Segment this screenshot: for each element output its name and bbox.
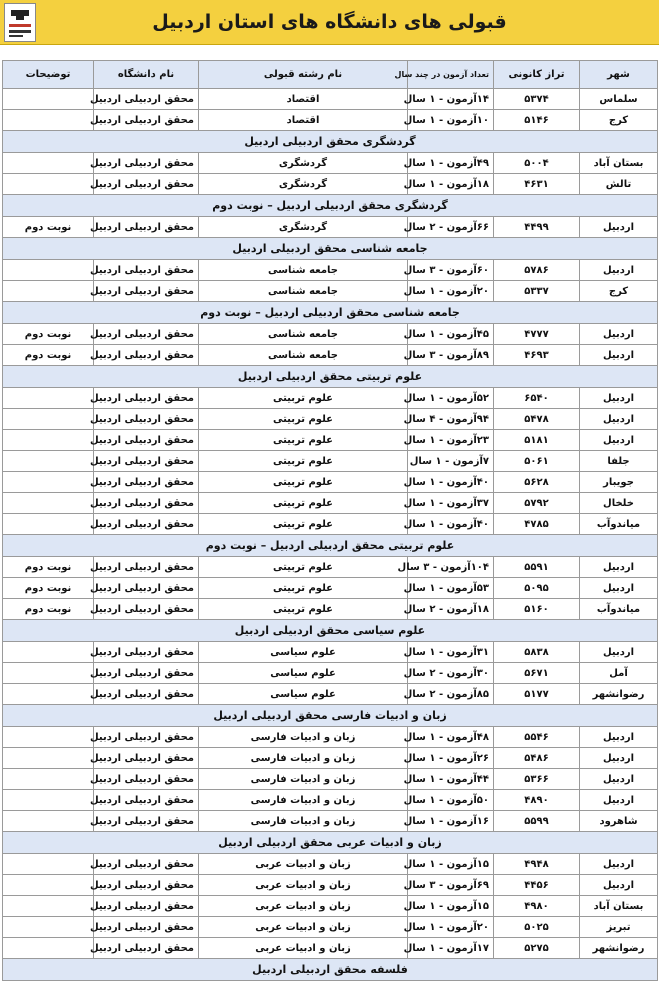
section-title: فلسفه محقق اردبیلی اردبیل [3, 959, 658, 981]
table-row [3, 896, 658, 917]
table-row [3, 684, 658, 705]
table-row [3, 281, 658, 302]
section-header-row [3, 535, 658, 557]
table-row [3, 324, 658, 345]
table-cell-count: ۸۵آزمون - ۲ سال [408, 684, 494, 705]
table-cell-notes [3, 663, 94, 684]
table-cell-city: اردبیل [580, 388, 658, 409]
table-cell-university: محقق اردبیلی اردبیل [94, 854, 199, 875]
table-cell-count: ۳۱آزمون - ۱ سال [408, 642, 494, 663]
table-cell-major: علوم تربیتی [199, 472, 408, 493]
table-cell-score: ۵۱۷۷ [494, 684, 580, 705]
table-cell-city: اردبیل [580, 217, 658, 238]
table-cell-city: اردبیل [580, 769, 658, 790]
table-cell-city: اردبیل [580, 790, 658, 811]
table-cell-score: ۴۹۸۰ [494, 896, 580, 917]
table-cell-major: زبان و ادبیات عربی [199, 938, 408, 959]
table-cell-major: علوم سیاسی [199, 663, 408, 684]
table-cell-city: آمل [580, 663, 658, 684]
table-cell-major: علوم تربیتی [199, 409, 408, 430]
table-cell-score: ۵۰۹۵ [494, 578, 580, 599]
table-cell-score: ۵۷۸۶ [494, 260, 580, 281]
table-cell-notes: نوبت دوم [3, 578, 94, 599]
table-cell-notes [3, 642, 94, 663]
table-cell-major: گردشگری [199, 174, 408, 195]
table-cell-city: اردبیل [580, 727, 658, 748]
table-cell-count: ۱۰۴آزمون - ۳ سال [408, 557, 494, 578]
table-cell-count: ۱۰آزمون - ۱ سال [408, 110, 494, 131]
table-cell-score: ۴۸۹۰ [494, 790, 580, 811]
table-cell-major: علوم تربیتی [199, 578, 408, 599]
header-major: نام رشته قبولی [199, 61, 408, 89]
table-cell-notes [3, 451, 94, 472]
table-cell-university: محقق اردبیلی اردبیل [94, 938, 199, 959]
table-cell-city: جلفا [580, 451, 658, 472]
section-header-row [3, 620, 658, 642]
table-cell-city: سلماس [580, 89, 658, 110]
table-cell-major: جامعه شناسی [199, 324, 408, 345]
section-header-row [3, 238, 658, 260]
table-cell-city: اردبیل [580, 260, 658, 281]
table-cell-count: ۶۹آزمون - ۳ سال [408, 875, 494, 896]
admissions-table [2, 60, 658, 981]
table-cell-major: زبان و ادبیات فارسی [199, 790, 408, 811]
table-row [3, 557, 658, 578]
table-cell-university: محقق اردبیلی اردبیل [94, 324, 199, 345]
table-cell-score: ۶۵۴۰ [494, 388, 580, 409]
table-row [3, 388, 658, 409]
table-row [3, 938, 658, 959]
table-cell-score: ۴۹۴۸ [494, 854, 580, 875]
table-row [3, 451, 658, 472]
section-header-row [3, 302, 658, 324]
table-cell-score: ۴۷۸۵ [494, 514, 580, 535]
table-cell-city: اردبیل [580, 430, 658, 451]
table-cell-university: محقق اردبیلی اردبیل [94, 153, 199, 174]
table-row [3, 790, 658, 811]
table-cell-count: ۴۵آزمون - ۱ سال [408, 324, 494, 345]
page-title: قبولی های دانشگاه های استان اردبیل [152, 11, 507, 33]
table-cell-notes: نوبت دوم [3, 599, 94, 620]
table-cell-major: علوم تربیتی [199, 514, 408, 535]
section-header-row [3, 705, 658, 727]
table-cell-notes: نوبت دوم [3, 557, 94, 578]
table-row [3, 260, 658, 281]
section-header-row [3, 366, 658, 388]
table-cell-university: محقق اردبیلی اردبیل [94, 684, 199, 705]
table-cell-university: محقق اردبیلی اردبیل [94, 388, 199, 409]
table-cell-score: ۵۰۰۴ [494, 153, 580, 174]
table-cell-city: تبریز [580, 917, 658, 938]
table-cell-count: ۴۰آزمون - ۱ سال [408, 472, 494, 493]
section-title: زبان و ادبیات عربی محقق اردبیلی اردبیل [3, 832, 658, 854]
table-cell-major: اقتصاد [199, 110, 408, 131]
table-cell-count: ۳۰آزمون - ۲ سال [408, 663, 494, 684]
table-cell-notes: نوبت دوم [3, 345, 94, 366]
table-cell-count: ۶۰آزمون - ۳ سال [408, 260, 494, 281]
title-banner [0, 0, 659, 45]
table-cell-city: خلخال [580, 493, 658, 514]
table-cell-university: محقق اردبیلی اردبیل [94, 260, 199, 281]
table-row [3, 917, 658, 938]
table-cell-notes [3, 89, 94, 110]
table-cell-count: ۱۷آزمون - ۱ سال [408, 938, 494, 959]
table-cell-notes [3, 875, 94, 896]
table-cell-university: محقق اردبیلی اردبیل [94, 727, 199, 748]
section-title: زبان و ادبیات فارسی محقق اردبیلی اردبیل [3, 705, 658, 727]
table-cell-notes [3, 790, 94, 811]
table-cell-city: بستان آباد [580, 153, 658, 174]
table-cell-notes [3, 514, 94, 535]
section-title: علوم سیاسی محقق اردبیلی اردبیل [3, 620, 658, 642]
header-city: شهر [580, 61, 658, 89]
table-cell-notes [3, 493, 94, 514]
table-cell-score: ۵۵۹۹ [494, 811, 580, 832]
table-cell-university: محقق اردبیلی اردبیل [94, 430, 199, 451]
table-cell-major: علوم تربیتی [199, 493, 408, 514]
table-cell-notes: نوبت دوم [3, 217, 94, 238]
table-cell-university: محقق اردبیلی اردبیل [94, 281, 199, 302]
table-cell-major: زبان و ادبیات فارسی [199, 727, 408, 748]
section-title: گردشگری محقق اردبیلی اردبیل [3, 131, 658, 153]
table-cell-count: ۴۰آزمون - ۱ سال [408, 514, 494, 535]
table-cell-major: علوم تربیتی [199, 599, 408, 620]
table-cell-city: اردبیل [580, 324, 658, 345]
table-row [3, 748, 658, 769]
table-cell-city: اردبیل [580, 557, 658, 578]
table-row [3, 663, 658, 684]
table-cell-university: محقق اردبیلی اردبیل [94, 451, 199, 472]
header-notes: توضیحات [3, 61, 94, 89]
table-cell-city: شاهرود [580, 811, 658, 832]
table-cell-score: ۵۳۳۷ [494, 281, 580, 302]
table-row [3, 769, 658, 790]
table-cell-count: ۷آزمون - ۱ سال [408, 451, 494, 472]
table-cell-notes [3, 281, 94, 302]
table-cell-city: تالش [580, 174, 658, 195]
table-cell-university: محقق اردبیلی اردبیل [94, 557, 199, 578]
table-cell-score: ۴۶۹۳ [494, 345, 580, 366]
table-cell-score: ۵۷۹۲ [494, 493, 580, 514]
table-cell-major: زبان و ادبیات فارسی [199, 811, 408, 832]
table-cell-count: ۱۵آزمون - ۱ سال [408, 854, 494, 875]
table-cell-major: علوم تربیتی [199, 388, 408, 409]
table-cell-count: ۴۸آزمون - ۱ سال [408, 727, 494, 748]
table-cell-city: اردبیل [580, 748, 658, 769]
table-cell-notes [3, 896, 94, 917]
table-cell-city: اردبیل [580, 642, 658, 663]
table-cell-university: محقق اردبیلی اردبیل [94, 472, 199, 493]
table-cell-score: ۴۷۷۷ [494, 324, 580, 345]
table-cell-notes [3, 472, 94, 493]
table-cell-university: محقق اردبیلی اردبیل [94, 514, 199, 535]
table-cell-city: اردبیل [580, 409, 658, 430]
table-cell-university: محقق اردبیلی اردبیل [94, 174, 199, 195]
table-cell-city: جویبار [580, 472, 658, 493]
table-row [3, 854, 658, 875]
table-cell-score: ۵۰۶۱ [494, 451, 580, 472]
table-cell-major: زبان و ادبیات عربی [199, 854, 408, 875]
table-cell-major: زبان و ادبیات فارسی [199, 769, 408, 790]
table-cell-university: محقق اردبیلی اردبیل [94, 811, 199, 832]
table-cell-city: رضوانشهر [580, 938, 658, 959]
table-cell-city: میاندوآب [580, 514, 658, 535]
table-cell-score: ۵۱۸۱ [494, 430, 580, 451]
section-title: جامعه شناسی محقق اردبیلی اردبیل – نوبت دوم [3, 302, 658, 324]
table-cell-major: جامعه شناسی [199, 260, 408, 281]
header-count: تعداد آزمون در چند سال [408, 61, 494, 89]
table-row [3, 599, 658, 620]
table-row [3, 472, 658, 493]
table-cell-score: ۵۱۴۶ [494, 110, 580, 131]
table-cell-city: اردبیل [580, 854, 658, 875]
table-cell-notes [3, 430, 94, 451]
table-cell-major: علوم تربیتی [199, 557, 408, 578]
table-cell-major: اقتصاد [199, 89, 408, 110]
header-university: نام دانشگاه [94, 61, 199, 89]
table-cell-notes [3, 409, 94, 430]
table-cell-count: ۱۶آزمون - ۱ سال [408, 811, 494, 832]
table-row [3, 493, 658, 514]
table-row [3, 110, 658, 131]
table-cell-score: ۵۱۶۰ [494, 599, 580, 620]
table-cell-score: ۵۶۲۸ [494, 472, 580, 493]
table-cell-count: ۴۴آزمون - ۱ سال [408, 769, 494, 790]
table-cell-notes [3, 917, 94, 938]
table-cell-count: ۱۵آزمون - ۱ سال [408, 896, 494, 917]
table-cell-university: محقق اردبیلی اردبیل [94, 875, 199, 896]
table-row [3, 578, 658, 599]
table-cell-count: ۵۳آزمون - ۱ سال [408, 578, 494, 599]
table-cell-major: علوم سیاسی [199, 684, 408, 705]
table-cell-notes [3, 854, 94, 875]
table-cell-score: ۵۲۷۵ [494, 938, 580, 959]
table-row [3, 727, 658, 748]
table-cell-count: ۲۳آزمون - ۱ سال [408, 430, 494, 451]
table-cell-score: ۵۳۶۶ [494, 769, 580, 790]
table-cell-city: کرج [580, 110, 658, 131]
table-cell-major: علوم سیاسی [199, 642, 408, 663]
table-cell-count: ۲۰آزمون - ۱ سال [408, 281, 494, 302]
table-cell-score: ۵۰۲۵ [494, 917, 580, 938]
table-cell-major: زبان و ادبیات عربی [199, 917, 408, 938]
table-row [3, 89, 658, 110]
table-cell-score: ۴۴۵۶ [494, 875, 580, 896]
table-cell-university: محقق اردبیلی اردبیل [94, 642, 199, 663]
table-cell-major: علوم تربیتی [199, 430, 408, 451]
table-cell-notes [3, 260, 94, 281]
table-cell-count: ۱۴آزمون - ۱ سال [408, 89, 494, 110]
table-cell-notes [3, 811, 94, 832]
table-cell-university: محقق اردبیلی اردبیل [94, 663, 199, 684]
table-cell-notes [3, 684, 94, 705]
table-cell-count: ۵۲آزمون - ۱ سال [408, 388, 494, 409]
table-cell-university: محقق اردبیلی اردبیل [94, 345, 199, 366]
table-cell-notes [3, 153, 94, 174]
table-cell-major: جامعه شناسی [199, 281, 408, 302]
table-cell-score: ۵۴۷۸ [494, 409, 580, 430]
table-row [3, 153, 658, 174]
table-cell-score: ۴۶۳۱ [494, 174, 580, 195]
table-cell-city: اردبیل [580, 578, 658, 599]
table-cell-major: زبان و ادبیات فارسی [199, 748, 408, 769]
table-cell-count: ۹۴آزمون - ۴ سال [408, 409, 494, 430]
table-cell-score: ۵۸۳۸ [494, 642, 580, 663]
table-cell-university: محقق اردبیلی اردبیل [94, 896, 199, 917]
table-cell-count: ۴۹آزمون - ۱ سال [408, 153, 494, 174]
section-header-row [3, 131, 658, 153]
table-cell-university: محقق اردبیلی اردبیل [94, 748, 199, 769]
table-cell-city: کرج [580, 281, 658, 302]
table-cell-university: محقق اردبیلی اردبیل [94, 110, 199, 131]
table-cell-university: محقق اردبیلی اردبیل [94, 409, 199, 430]
table-cell-count: ۲۰آزمون - ۱ سال [408, 917, 494, 938]
section-title: گردشگری محقق اردبیلی اردبیل – نوبت دوم [3, 195, 658, 217]
table-cell-notes [3, 174, 94, 195]
table-cell-count: ۳۷آزمون - ۱ سال [408, 493, 494, 514]
table-cell-notes [3, 110, 94, 131]
table-cell-count: ۱۸آزمون - ۱ سال [408, 174, 494, 195]
table-cell-city: میاندوآب [580, 599, 658, 620]
table-cell-major: جامعه شناسی [199, 345, 408, 366]
table-header-row [3, 61, 658, 89]
table-cell-count: ۲۶آزمون - ۱ سال [408, 748, 494, 769]
section-header-row [3, 959, 658, 981]
table-row [3, 217, 658, 238]
table-cell-city: اردبیل [580, 875, 658, 896]
table-cell-major: علوم تربیتی [199, 451, 408, 472]
table-row [3, 409, 658, 430]
table-cell-notes [3, 727, 94, 748]
table-row [3, 514, 658, 535]
table-cell-city: رضوانشهر [580, 684, 658, 705]
table-row [3, 174, 658, 195]
table-cell-university: محقق اردبیلی اردبیل [94, 917, 199, 938]
table-cell-university: محقق اردبیلی اردبیل [94, 599, 199, 620]
table-row [3, 811, 658, 832]
table-cell-notes [3, 748, 94, 769]
graduation-logo-icon [4, 3, 36, 42]
table-cell-university: محقق اردبیلی اردبیل [94, 89, 199, 110]
table-cell-score: ۵۵۹۱ [494, 557, 580, 578]
table-row [3, 345, 658, 366]
table-cell-city: بستان آباد [580, 896, 658, 917]
table-row [3, 875, 658, 896]
table-cell-notes [3, 388, 94, 409]
table-cell-count: ۱۸آزمون - ۲ سال [408, 599, 494, 620]
table-row [3, 642, 658, 663]
table-cell-university: محقق اردبیلی اردبیل [94, 769, 199, 790]
table-cell-count: ۶۶آزمون - ۲ سال [408, 217, 494, 238]
table-cell-count: ۸۹آزمون - ۳ سال [408, 345, 494, 366]
table-cell-major: زبان و ادبیات عربی [199, 875, 408, 896]
table-cell-score: ۵۴۸۶ [494, 748, 580, 769]
table-cell-university: محقق اردبیلی اردبیل [94, 217, 199, 238]
table-cell-score: ۵۵۴۶ [494, 727, 580, 748]
header-score: تراز کانونی [494, 61, 580, 89]
table-body [3, 89, 658, 981]
section-header-row [3, 195, 658, 217]
table-cell-score: ۵۳۷۴ [494, 89, 580, 110]
table-cell-university: محقق اردبیلی اردبیل [94, 790, 199, 811]
table-cell-major: زبان و ادبیات عربی [199, 896, 408, 917]
table-cell-city: اردبیل [580, 345, 658, 366]
section-header-row [3, 832, 658, 854]
table-row [3, 430, 658, 451]
section-title: علوم تربیتی محقق اردبیلی اردبیل – نوبت دوم [3, 535, 658, 557]
table-cell-university: محقق اردبیلی اردبیل [94, 493, 199, 514]
table-cell-count: ۵۰آزمون - ۱ سال [408, 790, 494, 811]
table-cell-university: محقق اردبیلی اردبیل [94, 578, 199, 599]
table-cell-notes: نوبت دوم [3, 324, 94, 345]
section-title: جامعه شناسی محقق اردبیلی اردبیل [3, 238, 658, 260]
table-cell-major: گردشگری [199, 153, 408, 174]
table-cell-score: ۵۶۷۱ [494, 663, 580, 684]
section-title: علوم تربیتی محقق اردبیلی اردبیل [3, 366, 658, 388]
table-cell-major: گردشگری [199, 217, 408, 238]
table-cell-notes [3, 769, 94, 790]
table-cell-score: ۴۴۹۹ [494, 217, 580, 238]
table-cell-notes [3, 938, 94, 959]
